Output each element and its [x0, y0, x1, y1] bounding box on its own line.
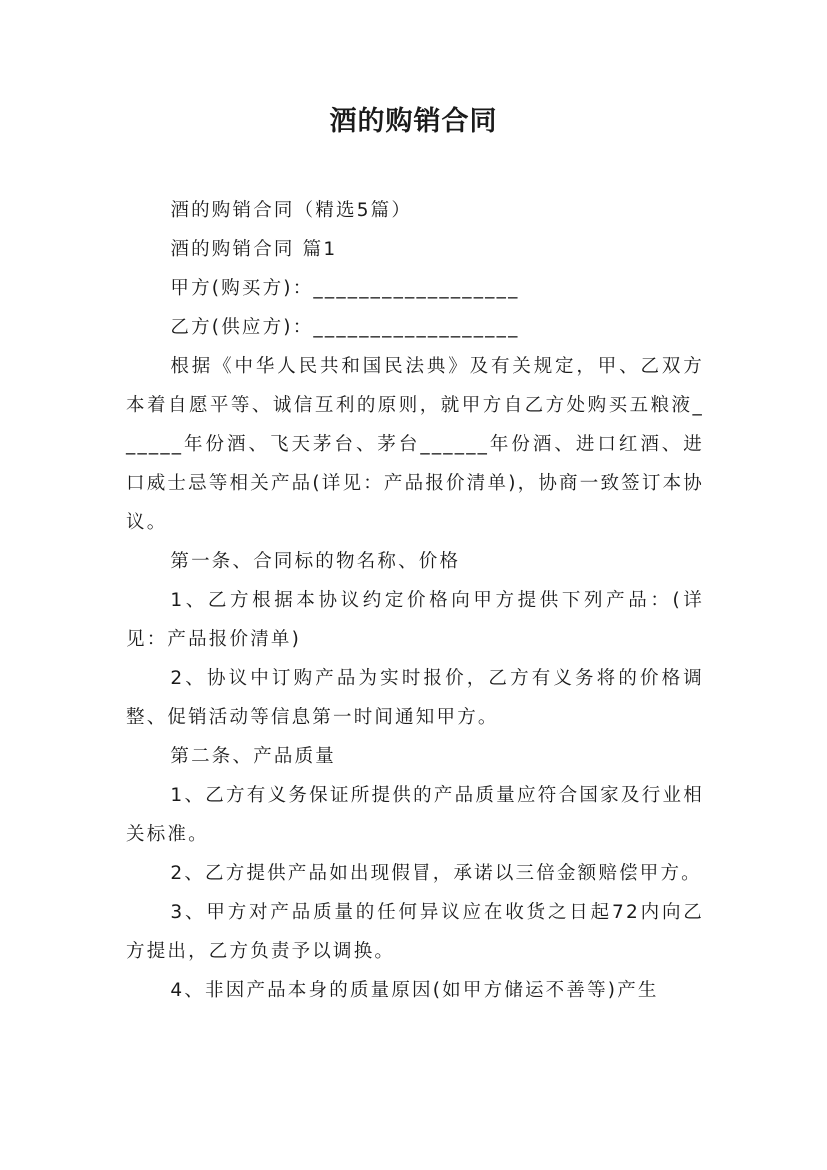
- paragraph-preamble: 根据《中华人民共和国民法典》及有关规定，甲、乙双方本着自愿平等、诚信互利的原则，就甲方自乙方处购买五粮液______年份酒、飞天茅台、茅台______年份酒、进口红酒、进口威士忌等相关产品(详见：产品报价清单)，协商一致签订本协议。: [126, 356, 704, 533]
- document-title: 酒的购销合同: [329, 106, 498, 137]
- paragraph-article-2-item-2: 2、乙方提供产品如出现假冒，承诺以三倍金额赔偿甲方。: [170, 863, 702, 884]
- paragraph-party-a: 甲方(购买方)：__________________: [170, 278, 520, 299]
- paragraph-article-2-item-4: 4、非因产品本身的质量原因(如甲方储运不善等)产生: [170, 980, 659, 1001]
- paragraph-article-2-item-3: 3、甲方对产品质量的任何异议应在收货之日起72内向乙方提出，乙方负责予以调换。: [126, 902, 704, 962]
- document-body: [126, 191, 704, 1010]
- paragraph-article-1-item-2: 2、协议中订购产品为实时报价，乙方有义务将的价格调整、促销活动等信息第一时间通知甲方。: [126, 668, 704, 728]
- paragraph-party-b: 乙方(供应方)：__________________: [170, 317, 520, 338]
- paragraph-article-1-item-1: 1、乙方根据本协议约定价格向甲方提供下列产品：(详见：产品报价清单): [126, 590, 704, 650]
- paragraph-section-heading: 酒的购销合同 篇1: [170, 239, 338, 260]
- paragraph-article-2-item-1: 1、乙方有义务保证所提供的产品质量应符合国家及行业相关标准。: [126, 785, 704, 845]
- paragraph-article-1-heading: 第一条、合同标的物名称、价格: [170, 551, 461, 572]
- paragraph-article-2-heading: 第二条、产品质量: [170, 746, 336, 767]
- paragraph-subtitle: 酒的购销合同（精选5篇）: [170, 200, 413, 221]
